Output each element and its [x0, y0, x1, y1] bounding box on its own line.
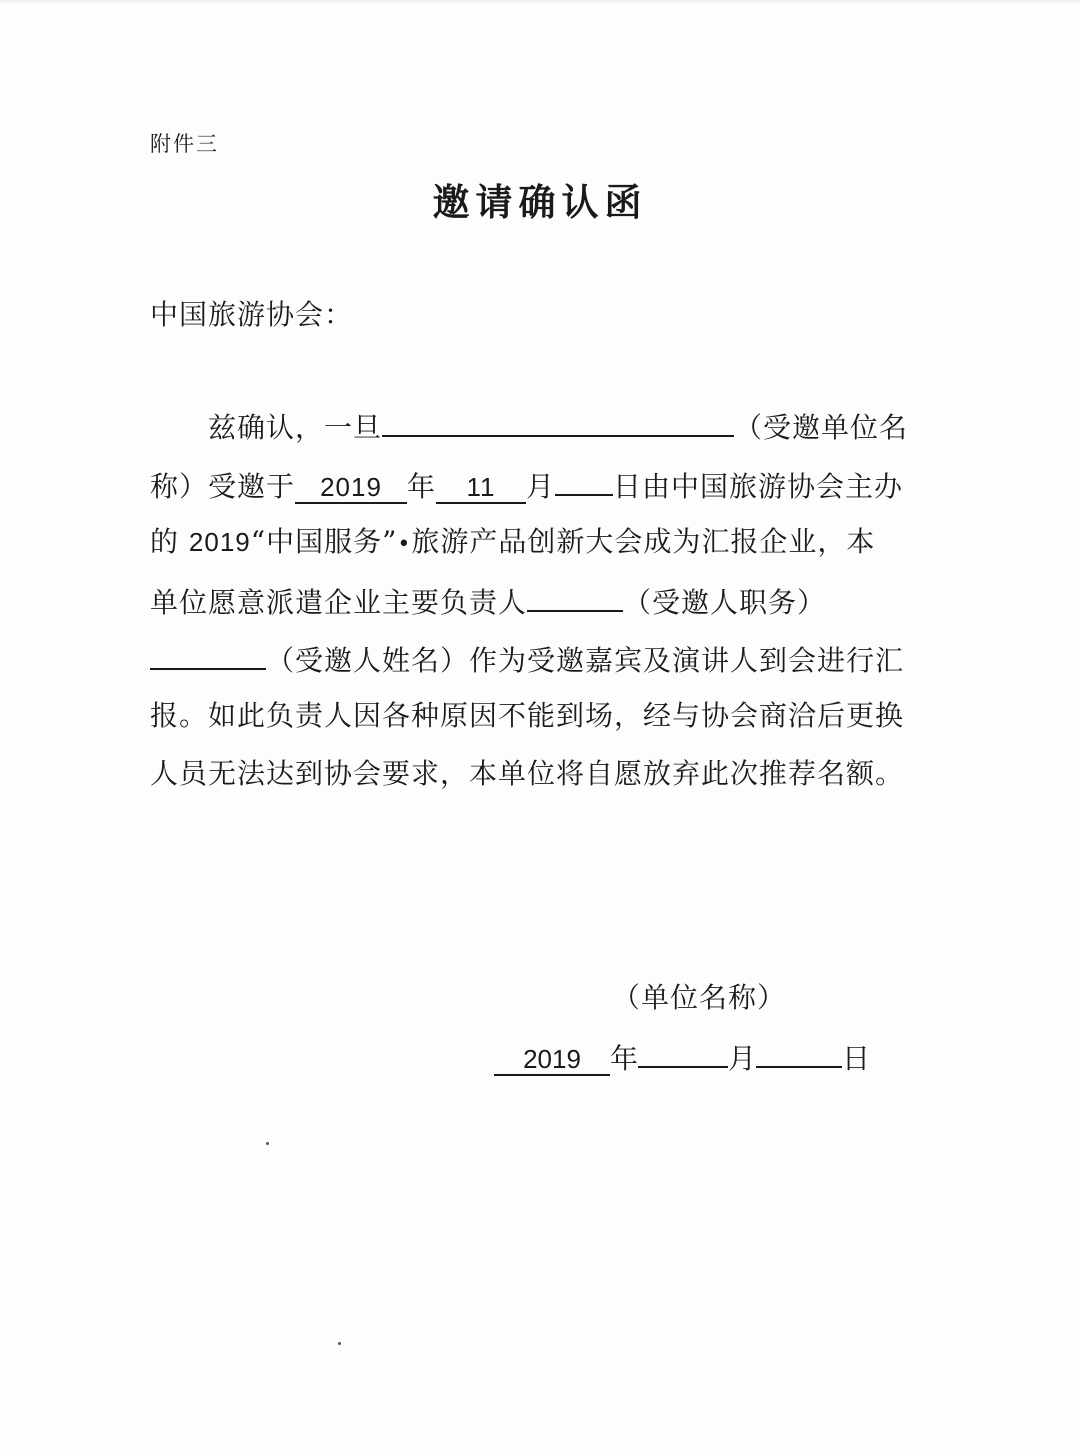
- event-year: 2019: [188, 527, 251, 557]
- year-field[interactable]: 2019: [295, 472, 407, 504]
- signature-year-field[interactable]: 2019: [494, 1044, 610, 1076]
- unit-name-blank[interactable]: [382, 405, 734, 437]
- body-text: 年: [407, 470, 437, 503]
- body-text: 单位愿意派遣企业主要负责人: [150, 586, 528, 619]
- body-text: 兹确认，一旦: [208, 411, 383, 444]
- body-line-6: 报。如此负责人因各种原因不能到场，经与协会商洽后更换: [150, 699, 905, 732]
- position-blank[interactable]: [527, 580, 623, 612]
- body-text: 旅游产品创新大会成为汇报企业，本: [411, 525, 876, 558]
- scan-speck: [266, 1142, 269, 1145]
- body-line-2: [150, 464, 912, 507]
- body-text: 月: [526, 470, 556, 503]
- year-char: 年: [610, 1042, 639, 1075]
- attachment-label: 附件三: [150, 132, 219, 156]
- page-title: 邀请确认函: [432, 180, 648, 224]
- signature-unit-label: （单位名称）: [612, 981, 787, 1014]
- signature-month-blank[interactable]: [638, 1036, 728, 1068]
- body-line-4: [150, 580, 912, 623]
- recipient: 中国旅游协会：: [150, 298, 354, 331]
- signature-date: [494, 1036, 870, 1077]
- month-field[interactable]: 11: [436, 472, 526, 504]
- body-text: （受邀人姓名）作为受邀嘉宾及演讲人到会进行汇: [266, 644, 905, 677]
- scan-speck: [338, 1342, 341, 1345]
- body-text: 日由中国旅游协会主办: [613, 470, 904, 503]
- signature-day-blank[interactable]: [756, 1036, 842, 1068]
- invitee-name-blank[interactable]: [150, 638, 266, 670]
- month-char: 月: [728, 1042, 757, 1075]
- body-line-3: [150, 522, 912, 565]
- body-line-1: [150, 405, 912, 448]
- scan-edge: [0, 0, 1080, 4]
- day-char: 日: [842, 1042, 871, 1075]
- body-text: （受邀人职务）: [623, 586, 827, 619]
- body-line-5: [150, 638, 912, 681]
- body-text: 的: [150, 525, 189, 558]
- day-blank[interactable]: [555, 464, 613, 496]
- bullet-dot: •: [397, 532, 412, 557]
- body-line-7: 人员无法达到协会要求，本单位将自愿放弃此次推荐名额。: [150, 757, 905, 790]
- body-text: （受邀单位名: [734, 411, 909, 444]
- body-text: “中国服务”: [250, 525, 398, 558]
- body-text: 称）受邀于: [150, 470, 296, 503]
